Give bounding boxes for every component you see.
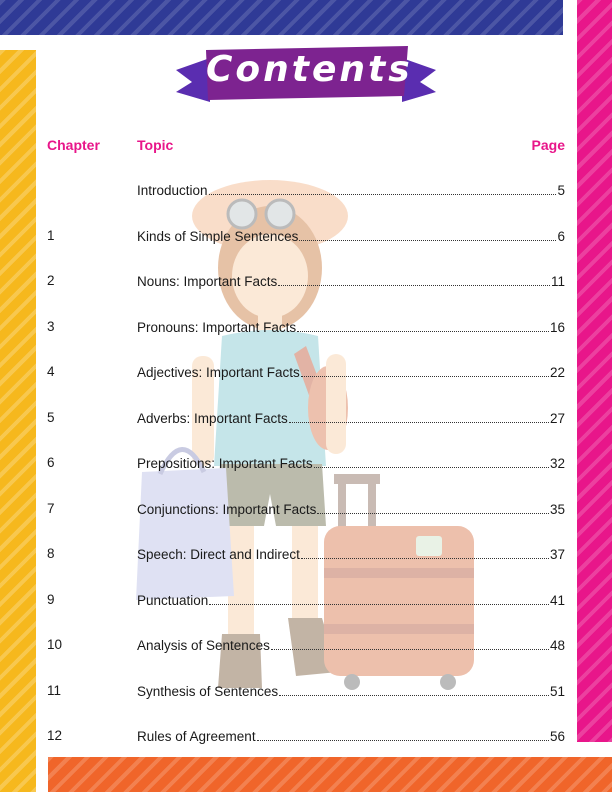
chapter-topic: Adjectives: Important Facts: [137, 365, 300, 380]
dot-leader: [209, 182, 557, 195]
page-number: 22: [549, 365, 565, 380]
toc-row[interactable]: [47, 683, 565, 703]
toc-row[interactable]: [47, 228, 565, 248]
chapter-topic: Conjunctions: Important Facts: [137, 502, 317, 517]
header-page: Page: [531, 137, 565, 153]
chapter-number: 9: [47, 592, 55, 607]
toc-row[interactable]: [47, 182, 565, 202]
toc-row[interactable]: [47, 319, 565, 339]
girl-traveler-illustration: [130, 176, 490, 696]
page-number: 32: [549, 456, 565, 471]
page-number: 48: [549, 638, 565, 653]
header-chapter: Chapter: [47, 137, 100, 153]
chapter-number: 1: [47, 228, 55, 243]
page-number: 37: [549, 547, 565, 562]
toc-row[interactable]: [47, 728, 565, 748]
page-number: 6: [557, 229, 565, 244]
toc-row[interactable]: [47, 546, 565, 566]
page-number: 51: [549, 684, 565, 699]
chapter-number: 8: [47, 546, 55, 561]
top-border-band: [0, 0, 563, 35]
chapter-topic: Analysis of Sentences: [137, 638, 270, 653]
dot-leader: [209, 592, 549, 605]
chapter-topic: Speech: Direct and Indirect: [137, 547, 300, 562]
bottom-border-band: [48, 757, 612, 792]
page-number: 35: [549, 502, 565, 517]
right-border-band: [577, 0, 612, 742]
toc-row[interactable]: [47, 637, 565, 657]
chapter-number: 7: [47, 501, 55, 516]
dot-leader: [297, 319, 549, 332]
dot-leader: [299, 228, 556, 241]
chapter-number: 3: [47, 319, 55, 334]
chapter-number: 4: [47, 364, 55, 379]
chapter-topic: Nouns: Important Facts: [137, 274, 278, 289]
toc-row[interactable]: [47, 364, 565, 384]
page-number: 27: [549, 411, 565, 426]
page-title: Contents: [206, 49, 413, 90]
dot-leader: [279, 683, 549, 696]
toc-row[interactable]: [47, 410, 565, 430]
chapter-topic: Synthesis of Sentences: [137, 684, 279, 699]
chapter-topic: Prepositions: Important Facts: [137, 456, 313, 471]
page-number: 5: [557, 183, 565, 198]
chapter-number: 5: [47, 410, 55, 425]
chapter-topic: Pronouns: Important Facts: [137, 320, 297, 335]
dot-leader: [271, 637, 549, 650]
chapter-topic: Punctuation: [137, 593, 209, 608]
chapter-number: 6: [47, 455, 55, 470]
dot-leader: [278, 273, 550, 286]
chapter-number: 2: [47, 273, 55, 288]
dot-leader: [317, 501, 549, 514]
chapter-number: 10: [47, 637, 63, 652]
toc-row[interactable]: [47, 273, 565, 293]
page-number: 11: [550, 274, 565, 289]
dot-leader: [301, 546, 549, 559]
left-border-band: [0, 50, 36, 792]
dot-leader: [314, 455, 549, 468]
chapter-number: 12: [47, 728, 63, 743]
chapter-number: 11: [47, 683, 62, 698]
dot-leader: [257, 728, 549, 741]
chapter-topic: Kinds of Simple Sentences: [137, 229, 299, 244]
header-topic: Topic: [137, 137, 174, 153]
toc-row[interactable]: [47, 501, 565, 521]
page-number: 16: [549, 320, 565, 335]
dot-leader: [301, 364, 549, 377]
toc-row[interactable]: [47, 455, 565, 475]
page-number: 41: [549, 593, 565, 608]
toc-row[interactable]: [47, 592, 565, 612]
page-number: 56: [549, 729, 565, 744]
dot-leader: [289, 410, 549, 423]
chapter-topic: Adverbs: Important Facts: [137, 411, 288, 426]
chapter-topic: Rules of Agreement: [137, 729, 256, 744]
chapter-topic: Introduction: [137, 183, 208, 198]
